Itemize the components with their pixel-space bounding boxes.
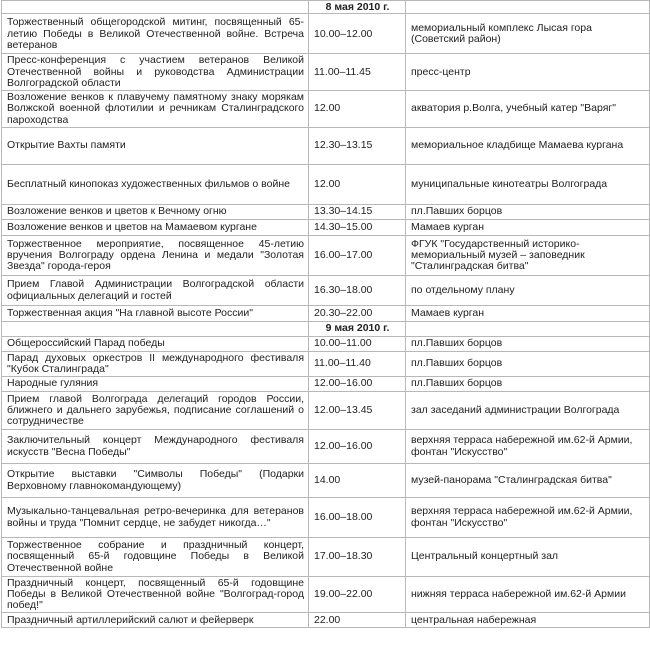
event-place: Мамаев курган: [406, 305, 650, 321]
event-row: [2, 391, 650, 429]
event-name: Торжественная акция "На главной высоте России": [2, 305, 309, 321]
event-time: 20.30–22.00: [309, 305, 406, 321]
event-name: Парад духовых оркестров II международного фестиваля "Кубок Сталинграда": [2, 351, 309, 376]
event-name: Общероссийский Парад победы: [2, 336, 309, 351]
event-name: Открытие выставки "Символы Победы" (Подарки Верховному главнокомандующему): [2, 463, 309, 497]
event-name: Пресс-конференция с участием ветеранов Великой Отечественной войны и руководства Администрации Волгоградской области: [2, 54, 309, 90]
event-row: [2, 235, 650, 275]
day-header-blank: [2, 1, 309, 14]
event-row: [2, 612, 650, 627]
event-name: Прием Главой Администрации Волгоградской области официальных делегаций и гостей: [2, 275, 309, 305]
event-time: 19.00–22.00: [309, 576, 406, 612]
event-name: Возложение венков к плавучему памятному знаку морякам Волжской военной флотилии и речникам Сталинградского пароходства: [2, 90, 309, 127]
event-row: [2, 219, 650, 235]
event-row: [2, 497, 650, 537]
event-row: [2, 164, 650, 204]
event-name: Торжественное собрание и праздничный концерт, посвященный 65-й годовщине Победы в Великой Отечественной войне: [2, 537, 309, 576]
day-date: 9 мая 2010 г.: [309, 321, 406, 336]
event-place: пл.Павших борцов: [406, 376, 650, 391]
event-time: 16.00–18.00: [309, 497, 406, 537]
event-row: [2, 351, 650, 376]
day-header-blank: [406, 1, 650, 14]
day-header-blank: [406, 321, 650, 336]
event-time: 10.00–12.00: [309, 14, 406, 54]
schedule-body: [2, 1, 650, 628]
event-name: Возложение венков и цветов на Мамаевом кургане: [2, 219, 309, 235]
event-name: Открытие Вахты памяти: [2, 127, 309, 164]
event-place: пл.Павших борцов: [406, 336, 650, 351]
event-time: 16.30–18.00: [309, 275, 406, 305]
event-name: Праздничный концерт, посвященный 65-й годовщине Победы в Великой Отечественной войне "Волгоград-город побед!": [2, 576, 309, 612]
event-row: [2, 90, 650, 127]
event-time: 22.00: [309, 612, 406, 627]
event-name: Праздничный артиллерийский салют и фейерверк: [2, 612, 309, 627]
event-row: [2, 305, 650, 321]
event-place: акватория р.Волга, учебный катер "Варяг": [406, 90, 650, 127]
day-header-row: [2, 321, 650, 336]
event-row: [2, 576, 650, 612]
event-time: 12.00–16.00: [309, 376, 406, 391]
event-place: нижняя терраса набережной им.62-й Армии: [406, 576, 650, 612]
event-place: зал заседаний администрации Волгограда: [406, 391, 650, 429]
event-row: [2, 336, 650, 351]
event-time: 12.00–13.45: [309, 391, 406, 429]
event-name: Музыкально-танцевальная ретро-вечеринка для ветеранов войны и труда "Помнит сердце, не забудет никогда…": [2, 497, 309, 537]
event-name: Прием главой Волгограда делегаций городов России, ближнего и дальнего зарубежья, подписание соглашений о сотрудничестве: [2, 391, 309, 429]
event-place: верхняя терраса набережной им.62-й Армии, фонтан "Искусство": [406, 429, 650, 463]
event-row: [2, 429, 650, 463]
event-time: 11.00–11.40: [309, 351, 406, 376]
event-time: 12.00: [309, 164, 406, 204]
event-place: по отдельному плану: [406, 275, 650, 305]
event-place: пл.Павших борцов: [406, 351, 650, 376]
event-place: мемориальный комплекс Лысая гора (Советский район): [406, 14, 650, 54]
event-place: Мамаев курган: [406, 219, 650, 235]
event-place: Центральный концертный зал: [406, 537, 650, 576]
event-time: 16.00–17.00: [309, 235, 406, 275]
event-row: [2, 376, 650, 391]
event-place: ФГУК "Государственный историко-мемориальный музей – заповедник "Сталинградская битва": [406, 235, 650, 275]
event-time: 14.00: [309, 463, 406, 497]
event-place: пл.Павших борцов: [406, 204, 650, 219]
event-row: [2, 204, 650, 219]
event-name: Торжественный общегородской митинг, посвященный 65-летию Победы в Великой Отечественной войне. Встреча ветеранов: [2, 14, 309, 54]
event-time: 14.30–15.00: [309, 219, 406, 235]
event-name: Возложение венков и цветов к Вечному огню: [2, 204, 309, 219]
event-row: [2, 54, 650, 90]
event-time: 13.30–14.15: [309, 204, 406, 219]
event-time: 10.00–11.00: [309, 336, 406, 351]
event-place: муниципальные кинотеатры Волгограда: [406, 164, 650, 204]
event-place: пресс-центр: [406, 54, 650, 90]
event-time: 17.00–18.30: [309, 537, 406, 576]
event-name: Народные гуляния: [2, 376, 309, 391]
day-date: 8 мая 2010 г.: [309, 1, 406, 14]
event-time: 12.00: [309, 90, 406, 127]
event-place: мемориальное кладбище Мамаева кургана: [406, 127, 650, 164]
event-place: центральная набережная: [406, 612, 650, 627]
event-place: музей-панорама "Сталинградская битва": [406, 463, 650, 497]
event-row: [2, 537, 650, 576]
day-header-row: [2, 1, 650, 14]
event-time: 12.30–13.15: [309, 127, 406, 164]
event-row: [2, 275, 650, 305]
event-row: [2, 14, 650, 54]
schedule-table: [1, 0, 650, 628]
event-time: 12.00–16.00: [309, 429, 406, 463]
event-place: верхняя терраса набережной им.62-й Армии, фонтан "Искусство": [406, 497, 650, 537]
event-name: Торжественное мероприятие, посвященное 45-летию вручения Волгограду ордена Ленина и медали "Золотая Звезда" города-героя: [2, 235, 309, 275]
event-name: Заключительный концерт Международного фестиваля искусств "Весна Победы": [2, 429, 309, 463]
day-header-blank: [2, 321, 309, 336]
event-row: [2, 463, 650, 497]
event-name: Бесплатный кинопоказ художественных фильмов о войне: [2, 164, 309, 204]
event-time: 11.00–11.45: [309, 54, 406, 90]
event-row: [2, 127, 650, 164]
